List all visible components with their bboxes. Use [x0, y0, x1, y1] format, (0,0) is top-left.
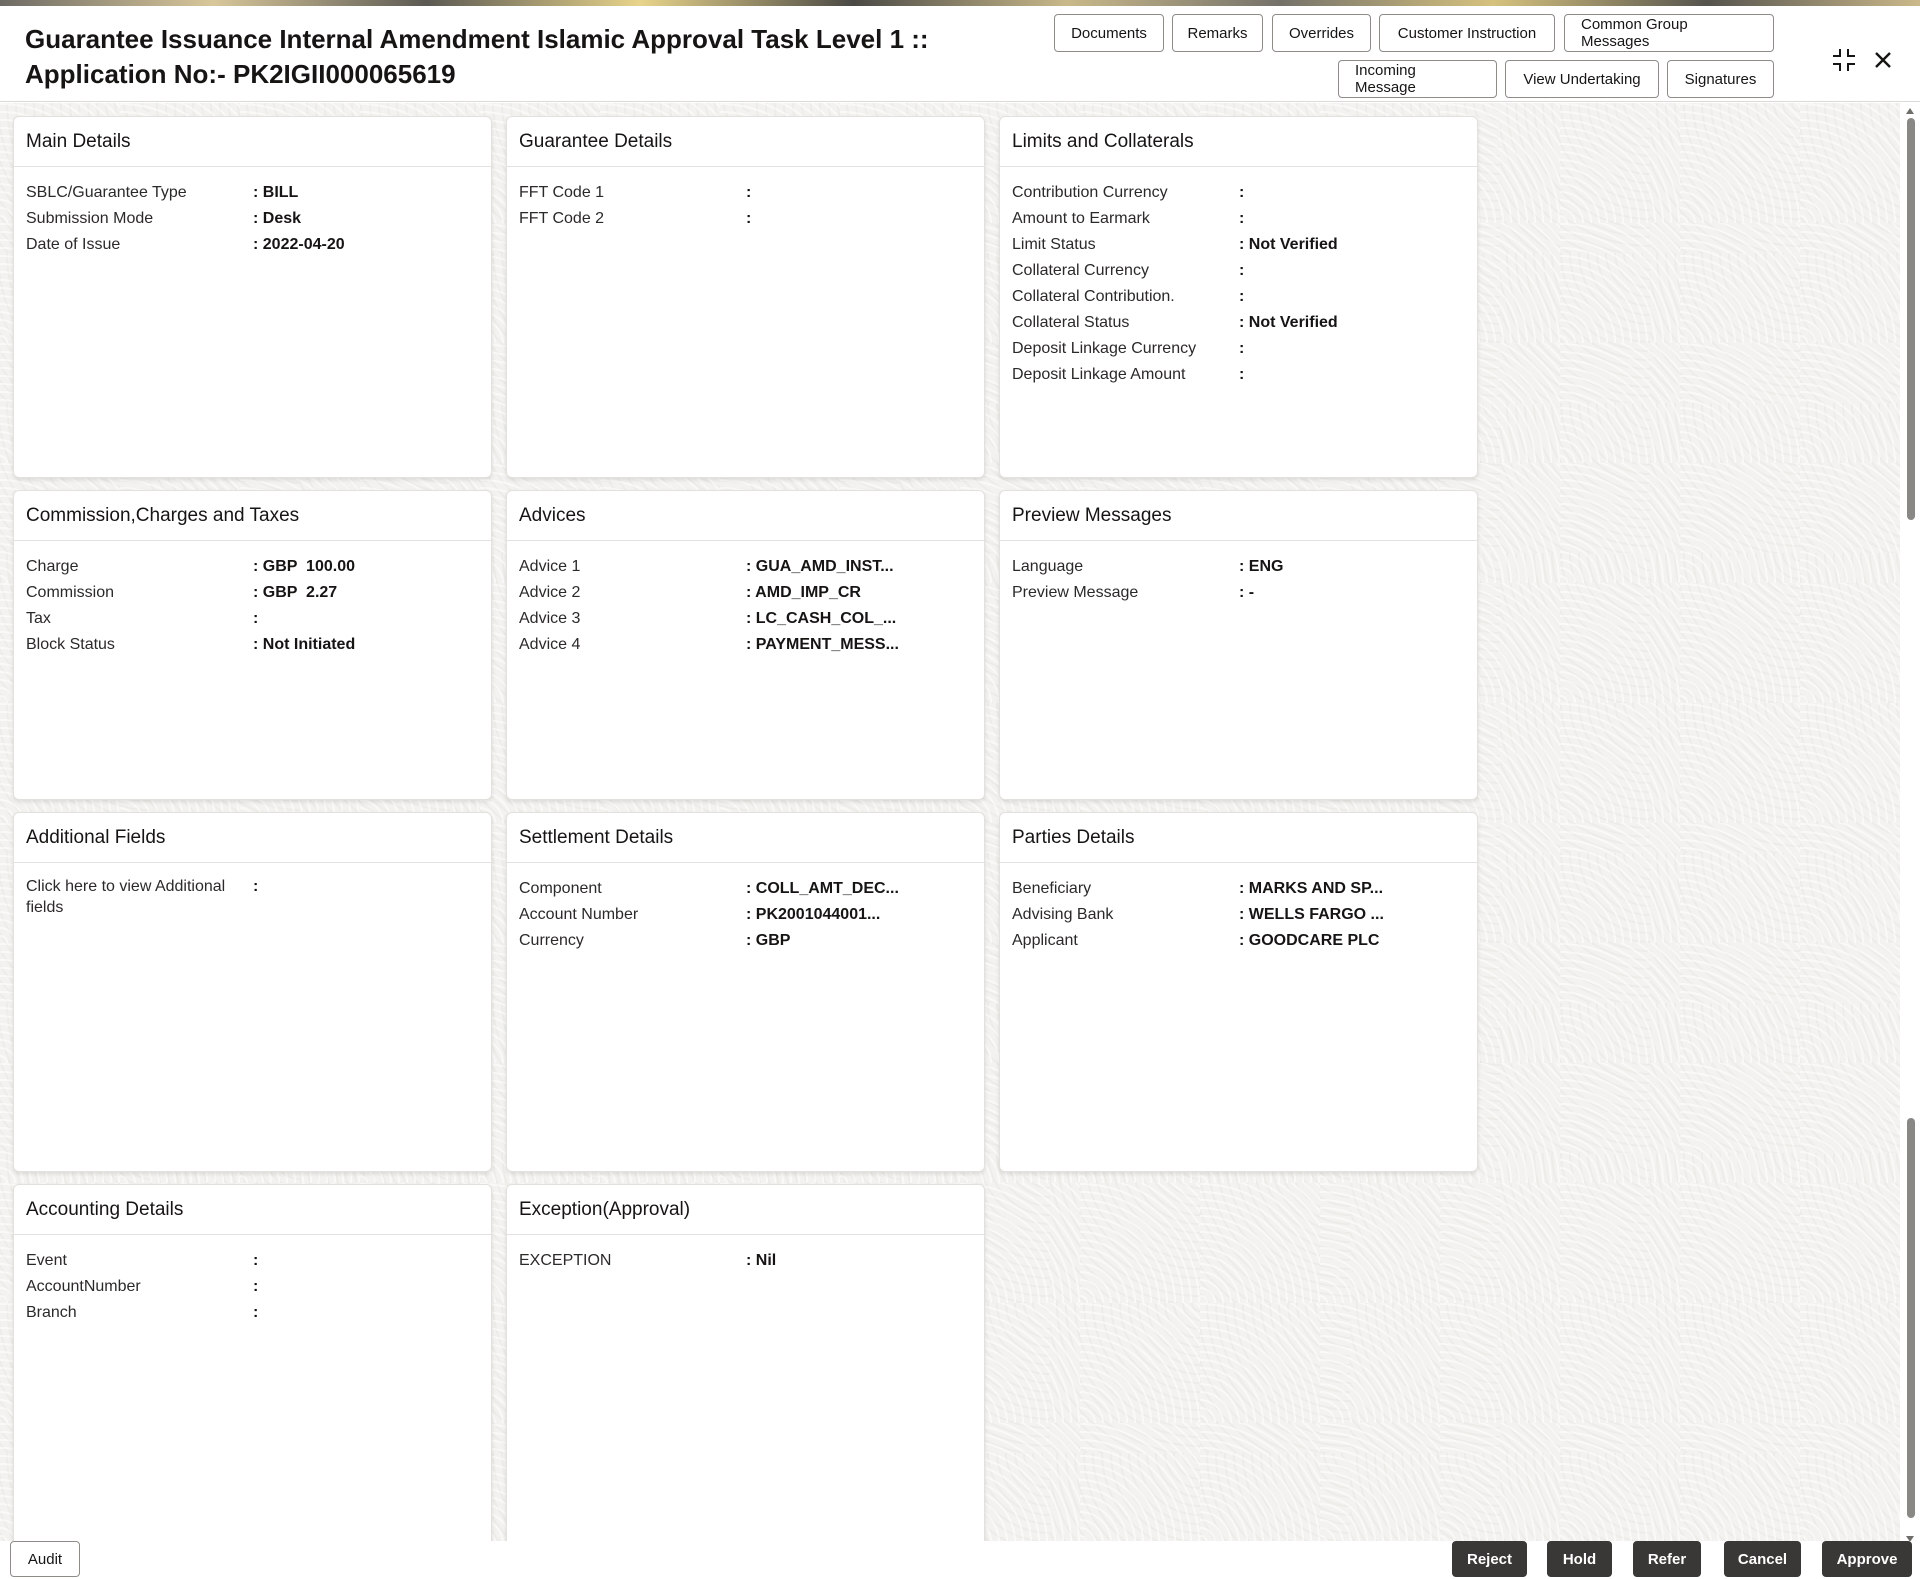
- field-value: :: [1239, 340, 1245, 357]
- detail-row: [26, 206, 479, 232]
- field-label: Applicant: [1012, 932, 1078, 949]
- field-label: Collateral Currency: [1012, 262, 1149, 279]
- field-label: Component: [519, 880, 602, 897]
- field-label: Beneficiary: [1012, 880, 1092, 897]
- detail-row: [26, 1274, 479, 1300]
- field-label: FFT Code 2: [519, 210, 605, 227]
- field-value: :: [253, 1304, 259, 1321]
- refer-button[interactable]: Refer: [1633, 1541, 1701, 1577]
- detail-row: [519, 902, 972, 928]
- advices-card[interactable]: [506, 490, 985, 800]
- field-value: : ENG: [1239, 558, 1284, 575]
- detail-row: [1012, 284, 1465, 310]
- field-label: Advice 2: [519, 584, 581, 601]
- field-label: Event: [26, 1252, 67, 1269]
- field-value: : Desk: [253, 210, 302, 227]
- detail-row: [519, 580, 972, 606]
- detail-row: [519, 876, 972, 902]
- guarantee-details-card[interactable]: [506, 116, 985, 478]
- detail-row: [519, 632, 972, 658]
- limits-collaterals-card[interactable]: [999, 116, 1478, 478]
- field-value: :: [1239, 288, 1245, 305]
- field-value: : -: [1239, 584, 1255, 601]
- detail-row: [519, 928, 972, 954]
- documents-button[interactable]: Documents: [1054, 14, 1164, 52]
- detail-row: [26, 632, 479, 658]
- field-label: Advice 1: [519, 558, 581, 575]
- detail-row: [1012, 258, 1465, 284]
- detail-row: [1012, 362, 1465, 388]
- field-value: : GBP: [746, 932, 791, 949]
- detail-row: [519, 206, 972, 232]
- field-value: : COLL_AMT_DEC...: [746, 880, 899, 897]
- card-title: Limits and Collaterals: [1000, 117, 1477, 167]
- additional-fields-link[interactable]: Click here to view Additional fields: [26, 878, 226, 916]
- detail-row: [1012, 206, 1465, 232]
- field-label: SBLC/Guarantee Type: [26, 184, 187, 201]
- close-icon[interactable]: [1869, 46, 1897, 74]
- field-label: Account Number: [519, 906, 639, 923]
- exception-approval-card[interactable]: [506, 1184, 985, 1541]
- cancel-button[interactable]: Cancel: [1724, 1541, 1801, 1577]
- detail-row: [1012, 580, 1465, 606]
- incoming-message-button[interactable]: Incoming Message: [1338, 60, 1497, 98]
- field-value: : PAYMENT_MESS...: [746, 636, 899, 653]
- field-value: : WELLS FARGO ...: [1239, 906, 1384, 923]
- detail-row: [519, 1248, 972, 1274]
- detail-row: [26, 606, 479, 632]
- accounting-details-card[interactable]: [13, 1184, 492, 1541]
- detail-row: [26, 876, 479, 918]
- card-title: Main Details: [14, 117, 491, 167]
- field-value: :: [746, 184, 752, 201]
- reject-button[interactable]: Reject: [1452, 1541, 1527, 1577]
- card-title: Advices: [507, 491, 984, 541]
- detail-row: [1012, 336, 1465, 362]
- field-value: : GBP 100.00: [253, 558, 355, 575]
- field-value: : AMD_IMP_CR: [746, 584, 861, 601]
- field-label: Deposit Linkage Currency: [1012, 340, 1197, 357]
- field-label: Date of Issue: [26, 236, 121, 253]
- card-title: Commission,Charges and Taxes: [14, 491, 491, 541]
- field-label: Block Status: [26, 636, 115, 653]
- field-label: Limit Status: [1012, 236, 1096, 253]
- field-value: :: [1239, 210, 1245, 227]
- field-label: Amount to Earmark: [1012, 210, 1150, 227]
- settlement-details-card[interactable]: [506, 812, 985, 1172]
- field-value: : Nil: [746, 1252, 777, 1269]
- view-undertaking-button[interactable]: View Undertaking: [1505, 60, 1659, 98]
- detail-row: [1012, 928, 1465, 954]
- field-value: :: [1239, 184, 1245, 201]
- card-title: Preview Messages: [1000, 491, 1477, 541]
- field-value: : GOODCARE PLC: [1239, 932, 1380, 949]
- detail-row: [26, 180, 479, 206]
- field-label: Advice 3: [519, 610, 581, 627]
- detail-row: [519, 554, 972, 580]
- scroll-thumb-secondary[interactable]: [1907, 1118, 1915, 1518]
- field-label: Submission Mode: [26, 210, 154, 227]
- field-label: Tax: [26, 610, 51, 627]
- field-value: : MARKS AND SP...: [1239, 880, 1384, 897]
- card-title: Accounting Details: [14, 1185, 491, 1235]
- field-label: FFT Code 1: [519, 184, 605, 201]
- field-value: : Not Verified: [1239, 236, 1338, 253]
- detail-row: [1012, 876, 1465, 902]
- detail-row: [1012, 180, 1465, 206]
- detail-row: [519, 180, 972, 206]
- field-label: Currency: [519, 932, 584, 949]
- footer-bar: [0, 1541, 1920, 1579]
- commission-charges-taxes-card[interactable]: [13, 490, 492, 800]
- main-details-card[interactable]: [13, 116, 492, 478]
- field-label: Deposit Linkage Amount: [1012, 366, 1186, 383]
- detail-row: [1012, 902, 1465, 928]
- field-label: Contribution Currency: [1012, 184, 1168, 201]
- detail-row: [26, 554, 479, 580]
- detail-row: [519, 606, 972, 632]
- field-value: :: [253, 878, 259, 895]
- field-label: Advising Bank: [1012, 906, 1114, 923]
- scroll-up-icon[interactable]: [1906, 108, 1914, 114]
- field-value: : LC_CASH_COL_...: [746, 610, 897, 627]
- field-value: :: [253, 1252, 259, 1269]
- page-title: [25, 22, 1025, 92]
- overrides-button[interactable]: Overrides: [1272, 14, 1371, 52]
- scroll-thumb[interactable]: [1907, 118, 1915, 520]
- field-value: : Not Verified: [1239, 314, 1338, 331]
- card-title: Guarantee Details: [507, 117, 984, 167]
- card-title: Exception(Approval): [507, 1185, 984, 1235]
- field-value: :: [1239, 366, 1245, 383]
- page-header: [0, 6, 1920, 102]
- field-value: :: [1239, 262, 1245, 279]
- field-value: :: [746, 210, 752, 227]
- field-value: :: [253, 1278, 259, 1295]
- field-label: EXCEPTION: [519, 1252, 612, 1269]
- customer-instruction-button[interactable]: Customer Instruction: [1379, 14, 1555, 52]
- field-label: Advice 4: [519, 636, 581, 653]
- field-value: : GBP 2.27: [253, 584, 338, 601]
- field-value: : GUA_AMD_INST...: [746, 558, 894, 575]
- additional-fields-card[interactable]: [13, 812, 492, 1172]
- collapse-icon[interactable]: [1830, 46, 1858, 74]
- field-label: Language: [1012, 558, 1084, 575]
- card-title: Parties Details: [1000, 813, 1477, 863]
- vertical-scrollbar[interactable]: [1904, 108, 1916, 1544]
- field-label: Collateral Status: [1012, 314, 1130, 331]
- field-value: : Not Initiated: [253, 636, 356, 653]
- detail-row: [26, 1300, 479, 1326]
- remarks-button[interactable]: Remarks: [1172, 14, 1263, 52]
- hold-button[interactable]: Hold: [1547, 1541, 1612, 1577]
- field-value: :: [253, 610, 259, 627]
- card-title: Additional Fields: [14, 813, 491, 863]
- preview-messages-card[interactable]: [999, 490, 1478, 800]
- detail-row: [1012, 310, 1465, 336]
- field-value: : 2022-04-20: [253, 236, 345, 253]
- detail-row: [1012, 232, 1465, 258]
- parties-details-card[interactable]: [999, 812, 1478, 1172]
- field-label: Collateral Contribution.: [1012, 288, 1175, 305]
- detail-row: [26, 580, 479, 606]
- field-value: : BILL: [253, 184, 299, 201]
- detail-row: [26, 232, 479, 258]
- field-label: Charge: [26, 558, 79, 575]
- detail-row: [1012, 554, 1465, 580]
- content-area: [0, 103, 1900, 1541]
- signatures-button[interactable]: Signatures: [1667, 60, 1774, 98]
- audit-button[interactable]: Audit: [10, 1541, 80, 1577]
- field-label: AccountNumber: [26, 1278, 141, 1295]
- page-title-line1: Guarantee Issuance Internal Amendment Islamic Approval Task Level 1 ::: [25, 24, 929, 54]
- detail-row: [26, 1248, 479, 1274]
- field-label: Commission: [26, 584, 115, 601]
- application-number: Application No:- PK2IGII000065619: [25, 59, 456, 89]
- field-label: Preview Message: [1012, 584, 1139, 601]
- approve-button[interactable]: Approve: [1822, 1541, 1912, 1577]
- field-value: : PK2001044001...: [746, 906, 881, 923]
- common-group-messages-button[interactable]: Common Group Messages: [1564, 14, 1774, 52]
- field-label: Branch: [26, 1304, 77, 1321]
- card-title: Settlement Details: [507, 813, 984, 863]
